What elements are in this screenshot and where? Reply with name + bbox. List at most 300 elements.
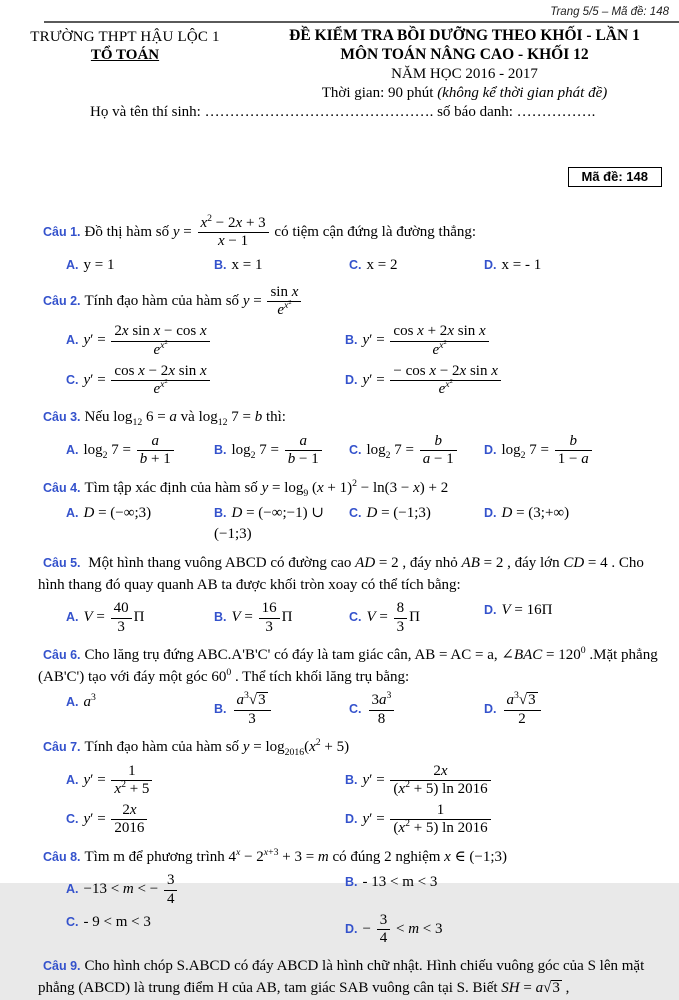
- math-text: a: [299, 433, 307, 449]
- option-letter: D.: [484, 702, 497, 717]
- text: log: [501, 442, 521, 459]
- text: 2: [164, 377, 168, 385]
- text: − 1: [224, 233, 249, 250]
- option-letter: D.: [345, 812, 358, 827]
- text: 3: [91, 692, 96, 704]
- denominator: [111, 338, 209, 359]
- text: ′ =: [369, 371, 389, 388]
- fraction: [259, 600, 280, 636]
- option-content: [83, 433, 176, 468]
- question-text: [38, 645, 665, 689]
- option-letter: D.: [484, 257, 497, 272]
- text: 3: [379, 911, 388, 928]
- superscript: [164, 378, 167, 385]
- math-text: y: [83, 332, 91, 349]
- superscript: [264, 847, 279, 858]
- text: ′ =: [90, 332, 110, 349]
- numerator: [285, 433, 322, 451]
- text: = (−∞;3): [94, 505, 152, 522]
- math-text: x: [160, 339, 165, 351]
- text: 8: [377, 710, 386, 727]
- option-letter: D.: [484, 506, 497, 521]
- math-text: e: [153, 381, 161, 397]
- numerator: [394, 600, 408, 618]
- math-text: D: [83, 505, 95, 522]
- math-text: a: [379, 692, 387, 709]
- text: = 120: [542, 646, 581, 663]
- text: = log: [249, 738, 285, 755]
- fraction: [390, 763, 490, 799]
- text: 2: [443, 338, 447, 346]
- denominator: [111, 377, 209, 398]
- option-content: [367, 690, 397, 727]
- text: 4: [379, 930, 388, 946]
- option-content: [83, 762, 155, 797]
- math-text: AD: [355, 554, 376, 571]
- radical-sign: √: [543, 980, 552, 996]
- header-school-block: [0, 27, 250, 102]
- denominator: [369, 711, 395, 728]
- option-content: [214, 505, 324, 541]
- option-letter: B.: [345, 772, 358, 787]
- text: ,: [561, 980, 570, 996]
- text: < 3: [419, 920, 443, 937]
- question-number: Câu 9.: [43, 959, 81, 974]
- option-letter: A.: [66, 772, 79, 787]
- text: 2: [520, 450, 526, 462]
- answer-option: [484, 600, 665, 636]
- superscript: [443, 338, 446, 345]
- math-text: b: [254, 409, 263, 426]
- math-text: x: [309, 738, 316, 755]
- text: + 5) ln 2016: [409, 820, 488, 837]
- text: log: [83, 442, 103, 459]
- math-text: x: [447, 323, 454, 340]
- question-text: [38, 215, 665, 251]
- subscript: [132, 417, 142, 428]
- math-text: a: [151, 433, 159, 449]
- text: 7 =: [255, 442, 283, 459]
- exam-header: [0, 25, 679, 102]
- text: = 4 . Cho hình thang đó quay quanh AB ta được khối tròn xoay có thể tích bằng:: [38, 554, 644, 593]
- math-text: x: [235, 846, 241, 858]
- math-text: x: [413, 479, 420, 496]
- answer-option: [349, 600, 484, 636]
- answer-option: [345, 323, 665, 359]
- question-text: [38, 847, 665, 869]
- denominator: [504, 711, 541, 728]
- math-text: x: [284, 300, 289, 311]
- denominator: [420, 451, 457, 468]
- text: 3: [371, 692, 379, 709]
- option-content: [83, 362, 212, 397]
- numerator: [234, 692, 271, 710]
- text: sin: [174, 362, 200, 379]
- option-letter: A.: [66, 610, 79, 625]
- options-row: [38, 761, 665, 840]
- option-content: [362, 802, 493, 837]
- school-name: TRƯỜNG THPT HẬU LỘC 1: [30, 29, 220, 45]
- text: =: [249, 292, 266, 309]
- option-letter: B.: [214, 257, 227, 272]
- option-letter: A.: [66, 257, 79, 272]
- numerator: [111, 802, 147, 820]
- denominator: [111, 619, 132, 636]
- superscript: [288, 299, 291, 306]
- math-text: a: [422, 451, 431, 468]
- superscript: [450, 378, 453, 385]
- text: − 2: [212, 215, 236, 231]
- text: ′ =: [90, 811, 110, 828]
- exam-title: ĐỀ KIỂM TRA BỒI DƯỠNG THEO KHỐI - LẦN 1: [289, 27, 640, 44]
- question-number: Câu 4.: [43, 480, 81, 495]
- numerator: [420, 433, 457, 451]
- answer-option: [484, 433, 665, 469]
- text: 40: [113, 600, 129, 617]
- text: có tiệm cận đứng là đường thẳng:: [270, 224, 477, 241]
- text: 6 =: [142, 409, 170, 426]
- math-text: y: [242, 738, 250, 755]
- text: < −: [133, 881, 162, 898]
- numerator: [259, 600, 280, 618]
- text: =: [179, 224, 196, 241]
- options-row: [38, 321, 665, 400]
- text: 1 −: [557, 451, 582, 468]
- questions: [0, 187, 679, 1000]
- superscript: [91, 692, 96, 703]
- math-text: x: [317, 479, 324, 496]
- math-text: AB: [461, 554, 480, 571]
- option-content: [84, 914, 151, 930]
- exam-duration: [250, 85, 679, 102]
- math-text: y: [83, 811, 91, 828]
- denominator: [111, 778, 152, 798]
- question-text: [38, 284, 665, 320]
- math-text: V: [83, 609, 93, 626]
- question-number: Câu 7.: [43, 739, 81, 754]
- text: và log: [176, 409, 218, 426]
- text: −13 <: [83, 881, 123, 898]
- text: (: [393, 820, 399, 837]
- fraction: [111, 600, 132, 636]
- radical-sign: √: [248, 692, 258, 709]
- text: Tính đạo hàm của hàm số: [84, 738, 243, 755]
- text: Đồ thị hàm số: [84, 224, 173, 241]
- answer-option: [214, 433, 349, 469]
- text: ′ =: [90, 771, 110, 788]
- text: + 3 =: [278, 848, 318, 865]
- math-text: x: [459, 362, 467, 379]
- option-content: [367, 505, 431, 521]
- answer-option: [345, 802, 665, 838]
- option-content: [84, 257, 115, 273]
- duration-label: Thời gian: 90 phút: [321, 85, 438, 101]
- text: 3: [396, 618, 405, 635]
- text: x = - 1: [501, 256, 542, 273]
- fraction: [420, 433, 457, 469]
- text: Cho lăng trụ đứng ABC.A'B'C' có đáy là tam giác cân, AB = AC = a, ∠: [84, 646, 514, 663]
- superscript: [387, 690, 392, 701]
- text: 3: [386, 690, 392, 702]
- text: 3: [258, 692, 266, 709]
- text: 2: [250, 450, 256, 462]
- text: x = 1: [231, 256, 263, 273]
- question-number: Câu 1.: [43, 225, 81, 240]
- text: 2: [385, 450, 391, 462]
- text: = 16Π: [510, 602, 553, 619]
- text: =: [92, 609, 109, 626]
- text: + 1: [147, 451, 171, 468]
- fraction: [390, 363, 500, 399]
- option-letter: B.: [214, 506, 227, 521]
- answer-option: [349, 503, 484, 544]
- text: =: [519, 980, 536, 996]
- fraction: [234, 692, 271, 728]
- answer-option: [66, 600, 214, 636]
- superscript: [445, 379, 453, 390]
- text: − cos: [393, 362, 430, 379]
- text: 2: [405, 818, 410, 830]
- answer-option: [484, 692, 665, 728]
- exam-subject: MÔN TOÁN NÂNG CAO - KHỐI 12: [340, 46, 589, 63]
- text: 16: [261, 600, 277, 617]
- text: 4: [166, 890, 175, 907]
- text: ′ =: [369, 811, 389, 828]
- math-text: x: [439, 339, 444, 351]
- option-content: [84, 694, 96, 710]
- text: x = 2: [366, 256, 398, 273]
- fraction: [504, 692, 541, 728]
- option-content: [232, 257, 263, 273]
- text: - 9 < m < 3: [83, 913, 151, 930]
- answer-option: [66, 433, 214, 469]
- text: 2: [449, 377, 453, 385]
- text: 7 =: [525, 442, 553, 459]
- math-text: x: [417, 323, 424, 340]
- fraction: [111, 363, 209, 399]
- text: 2: [352, 477, 358, 489]
- text: 3: [248, 710, 256, 727]
- option-letter: A.: [66, 443, 79, 458]
- text: sin: [270, 283, 292, 300]
- answer-option: [214, 600, 349, 636]
- options-row: [38, 431, 665, 471]
- math-text: x: [121, 323, 129, 340]
- math-text: y: [362, 771, 370, 788]
- answer-option: [345, 912, 665, 948]
- text: = 2 , đáy lớn: [479, 554, 564, 571]
- numerator: [164, 872, 178, 890]
- math-text: e: [153, 341, 161, 358]
- question: [38, 956, 665, 1000]
- fraction: [285, 433, 322, 469]
- math-text: x: [218, 233, 225, 250]
- question-text: [38, 956, 665, 1000]
- superscript: [439, 340, 447, 351]
- math-text: a: [236, 692, 244, 709]
- option-content: [362, 362, 503, 397]
- text: + 5): [320, 738, 350, 755]
- math-text: x: [114, 780, 122, 797]
- math-text: CD: [563, 554, 585, 571]
- option-letter: A.: [66, 882, 79, 897]
- text: log: [231, 442, 251, 459]
- options-row: [38, 253, 665, 277]
- text: Cho hình chóp S.ABCD có đáy ABCD là hình chữ nhật. Hình chiếu vuông góc của S lên mặt phẳng (ABCD) là trung điểm H của AB, tam giác SAB vuông cân tại S. Biết: [38, 958, 645, 996]
- denominator: [234, 711, 271, 728]
- text: + 1): [323, 479, 353, 496]
- option-content: [366, 600, 420, 635]
- text: . Thể tích khối lăng trụ bằng:: [231, 668, 410, 685]
- math-text: V: [231, 609, 241, 626]
- question-text: [38, 737, 665, 759]
- math-text: x: [160, 379, 165, 390]
- text: sin: [453, 323, 479, 340]
- text: 2: [114, 323, 122, 340]
- question: [38, 478, 665, 546]
- text: 2016: [284, 746, 305, 758]
- math-text: b: [139, 451, 148, 468]
- text: 2: [315, 736, 321, 748]
- fraction: [111, 802, 147, 838]
- option-letter: C.: [349, 610, 362, 625]
- math-text: a: [535, 980, 544, 996]
- math-text: V: [501, 602, 511, 619]
- text: <: [392, 920, 409, 937]
- denominator: [390, 377, 500, 398]
- math-text: y: [83, 371, 91, 388]
- answer-option: [66, 763, 345, 799]
- text: ∈ (−1;3): [450, 848, 508, 865]
- text: 3: [552, 980, 560, 996]
- candidate-number-label: số báo danh:: [433, 104, 517, 120]
- answer-option: [214, 255, 349, 275]
- text: Tính đạo hàm của hàm số: [84, 292, 243, 309]
- option-content: [362, 323, 491, 358]
- option-letter: B.: [214, 702, 227, 717]
- option-content: [232, 690, 273, 727]
- candidate-number-dots: …………….: [516, 104, 596, 120]
- fraction: [198, 215, 269, 251]
- text: − 1: [295, 451, 319, 468]
- question: [38, 645, 665, 730]
- math-text: b: [434, 433, 442, 449]
- answer-option: [484, 503, 665, 544]
- math-text: x: [444, 848, 451, 865]
- answer-option: [66, 912, 345, 948]
- text: =: [375, 609, 392, 626]
- math-text: D: [501, 505, 513, 522]
- text: 0: [580, 644, 586, 656]
- subscript: [285, 747, 305, 758]
- square-root: [519, 692, 538, 708]
- option-letter: D.: [345, 372, 358, 387]
- option-letter: A.: [66, 333, 79, 348]
- question: [38, 407, 665, 470]
- text: (: [393, 780, 399, 797]
- text: = log: [268, 479, 304, 496]
- fraction: [555, 433, 592, 469]
- text: cos: [393, 323, 418, 340]
- superscript: [284, 300, 292, 311]
- math-text: m: [408, 920, 420, 937]
- math-text: x: [445, 379, 450, 390]
- option-letter: B.: [345, 333, 358, 348]
- text: (: [308, 479, 317, 496]
- question: [38, 284, 665, 401]
- options-row: [38, 598, 665, 638]
- duration-note: (không kể thời gian phát đề): [437, 85, 608, 101]
- text: 3: [514, 690, 519, 702]
- denominator: [394, 619, 408, 636]
- radicand: [527, 692, 538, 709]
- option-content: [366, 433, 459, 468]
- option-content: [83, 323, 212, 358]
- numerator: [198, 215, 269, 233]
- option-letter: C.: [349, 443, 362, 458]
- text: cos: [114, 362, 139, 379]
- text: 2: [121, 778, 126, 790]
- exam-code-box: Mã đề: 148: [568, 167, 662, 187]
- option-letter: D.: [484, 443, 497, 458]
- denominator: [164, 891, 178, 908]
- math-text: BAC: [513, 646, 543, 663]
- option-letter: C.: [349, 702, 362, 717]
- options-row: [38, 690, 665, 730]
- answer-option: [66, 255, 214, 275]
- text: 1: [128, 762, 136, 779]
- text: log: [366, 442, 386, 459]
- answer-option: [345, 872, 665, 908]
- text: 1: [436, 802, 445, 818]
- numerator: [111, 600, 132, 618]
- numerator: [504, 692, 541, 710]
- option-letter: C.: [66, 372, 79, 387]
- option-letter: C.: [66, 812, 79, 827]
- option-content: [502, 602, 553, 618]
- header-title-block: [250, 27, 679, 102]
- denominator: [285, 451, 322, 468]
- denominator: [198, 233, 269, 250]
- math-text: x: [153, 323, 161, 340]
- option-letter: B.: [214, 610, 227, 625]
- option-content: [362, 911, 443, 946]
- answer-option: [345, 763, 665, 799]
- denominator: [390, 338, 488, 359]
- fraction: [111, 763, 152, 799]
- text: (: [304, 738, 310, 755]
- option-letter: C.: [66, 914, 79, 929]
- fraction: [111, 323, 209, 359]
- text: −: [362, 920, 375, 937]
- option-content: [502, 257, 542, 273]
- text: 9: [303, 487, 309, 499]
- text: Tìm tập xác định của hàm số: [84, 479, 262, 496]
- answer-option: [214, 692, 349, 728]
- question-number: Câu 6.: [43, 647, 81, 662]
- option-letter: C.: [349, 257, 362, 272]
- answer-option: [345, 363, 665, 399]
- question: [38, 553, 665, 638]
- answer-option: [66, 802, 345, 838]
- question-text: [38, 478, 665, 500]
- option-letter: B.: [214, 443, 227, 458]
- option-content: [83, 600, 145, 635]
- text: − 2: [436, 362, 460, 379]
- text: 3: [265, 618, 273, 635]
- option-letter: A.: [66, 695, 79, 710]
- text: 2016: [114, 820, 145, 837]
